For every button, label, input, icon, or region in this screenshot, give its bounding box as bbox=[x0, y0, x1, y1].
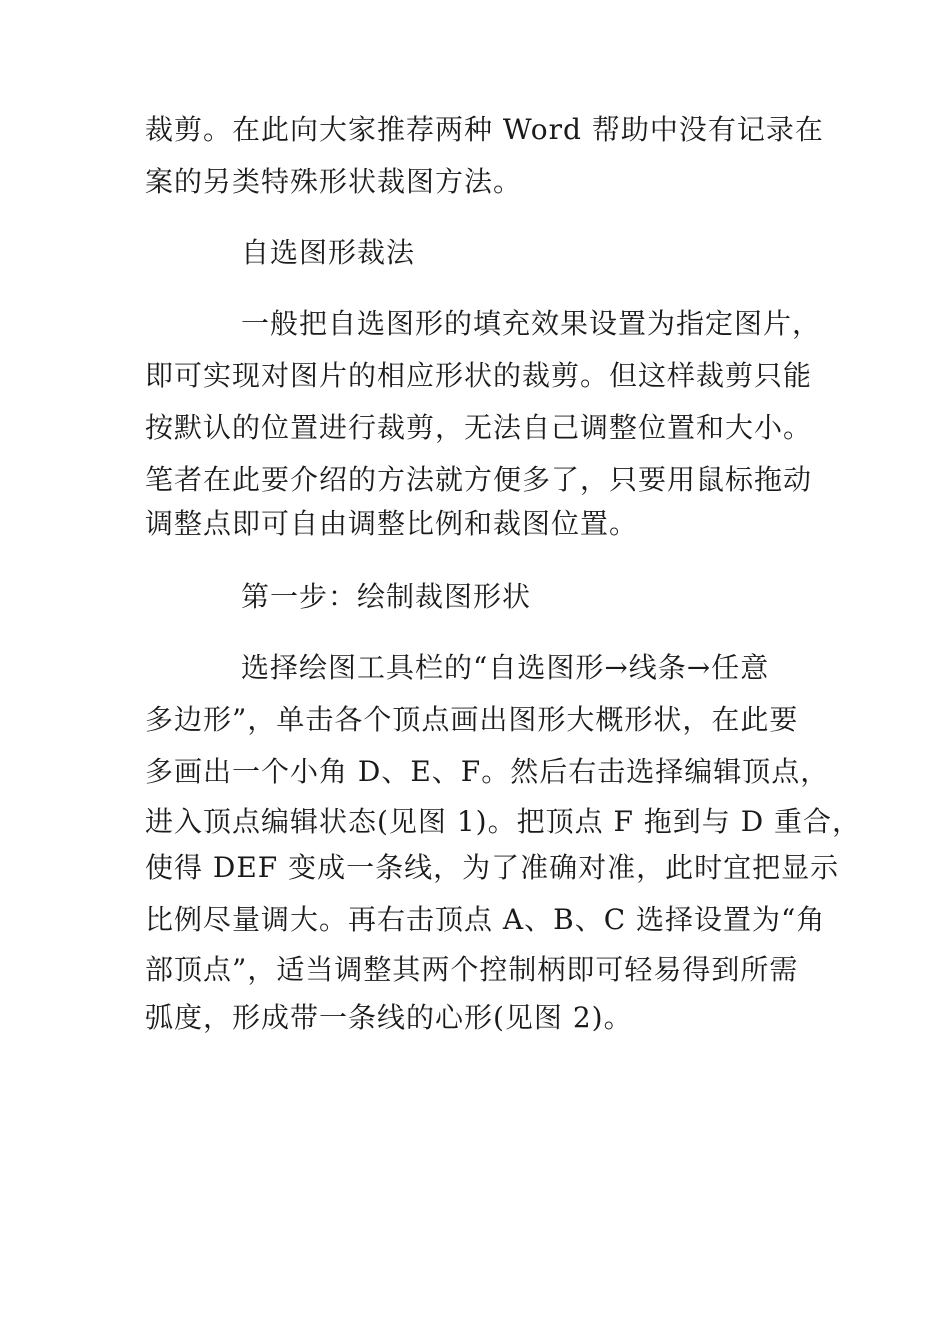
paragraph-1-line-1: 裁剪。在此向大家推荐两种 Word 帮助中没有记录在 bbox=[145, 113, 824, 146]
paragraph-2-line-1: 一般把自选图形的填充效果设置为指定图片， bbox=[241, 307, 822, 340]
paragraph-2-line-4: 笔者在此要介绍的方法就方便多了，只要用鼠标拖动 bbox=[145, 463, 813, 496]
paragraph-3-line-5: 使得 DEF 变成一条线，为了准确对准，此时宜把显示 bbox=[145, 851, 840, 884]
paragraph-3-line-4: 进入顶点编辑状态(见图 1)。把顶点 F 拖到与 D 重合， bbox=[145, 805, 862, 838]
section-heading-2: 第一步：绘制裁图形状 bbox=[241, 580, 532, 613]
paragraph-2-line-5: 调整点即可自由调整比例和裁图位置。 bbox=[145, 507, 639, 540]
paragraph-2-line-2: 即可实现对图片的相应形状的裁剪。但这样裁剪只能 bbox=[145, 359, 813, 392]
paragraph-3-line-3: 多画出一个小角 D、E、F。然后右击选择编辑顶点， bbox=[145, 755, 830, 788]
section-heading-1: 自选图形裁法 bbox=[241, 236, 416, 269]
paragraph-1-line-2: 案的另类特殊形状裁图方法。 bbox=[145, 165, 523, 198]
paragraph-3-line-2: 多边形”，单击各个顶点画出图形大概形状，在此要 bbox=[145, 703, 799, 736]
paragraph-3-line-1: 选择绘图工具栏的“自选图形→线条→任意 bbox=[241, 651, 770, 684]
paragraph-3-line-7: 部顶点”，适当调整其两个控制柄即可轻易得到所需 bbox=[145, 953, 799, 986]
paragraph-3-line-8: 弧度，形成带一条线的心形(见图 2)。 bbox=[145, 1001, 633, 1034]
paragraph-2-line-3: 按默认的位置进行裁剪，无法自己调整位置和大小。 bbox=[145, 411, 813, 444]
paragraph-3-line-6: 比例尽量调大。再右击顶点 A、B、C 选择设置为“角 bbox=[145, 903, 826, 936]
